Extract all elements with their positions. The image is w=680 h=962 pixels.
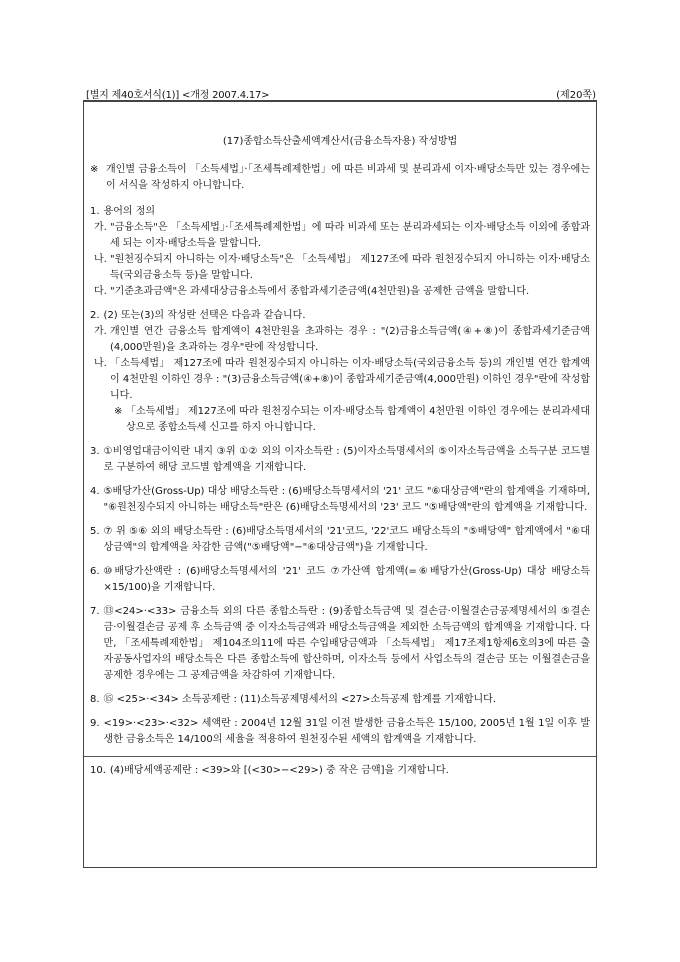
section-text: (2) 또는(3)의 작성란 선택은 다음과 같습니다. xyxy=(103,310,306,321)
section-number: 10. xyxy=(90,765,106,776)
form-number: [별지 제40호서식(1)] <개정 2007.4.17> xyxy=(86,90,270,101)
section-10 xyxy=(90,763,590,779)
section-item xyxy=(90,220,590,252)
section-note xyxy=(90,404,590,436)
section-6 xyxy=(90,564,590,596)
section-4 xyxy=(90,484,590,516)
section-number: 3. xyxy=(90,446,100,457)
item-number: 가. xyxy=(94,222,107,233)
item-text: 「소득세법」 제127조에 따라 원천징수되지 아니하는 이자·배당소득(국외금융소득 등)의 개인별 연간 합계액이 4천만원 이하인 경우 : "(3)금융소득금액(④+⑧)이 종합과세기준금액(4,000만원) 이하인 경우"란에 작성합니다. xyxy=(110,358,591,401)
divider xyxy=(84,756,596,757)
section-9 xyxy=(90,716,590,748)
item-number: 가. xyxy=(94,326,107,337)
item-text: "금융소득"은 「소득세법」·「조세특례제한법」에 따라 비과세 또는 분리과세되는 이자·배당소득 이외에 종합과세 되는 이자·배당소득을 말합니다. xyxy=(110,222,590,249)
document-content xyxy=(90,162,590,787)
item-number: 다. xyxy=(94,286,107,297)
section-item xyxy=(90,252,590,284)
section-text: ①비영업대금이익란 내지 ③위 ①② 외의 이자소득란 : (5)이자소득명세서의 ⑤이자소득금액을 소득구분 코드별로 구분하여 해당 코드별 합계액을 기재합니다. xyxy=(103,446,590,473)
section-text: 용어의 정의 xyxy=(103,206,156,217)
page-number: (제20쪽) xyxy=(556,90,596,101)
section-5 xyxy=(90,524,590,556)
section-7 xyxy=(90,604,590,684)
section-2 xyxy=(90,308,590,436)
section-number: 9. xyxy=(90,718,100,729)
section-item xyxy=(90,284,590,300)
section-number: 1. xyxy=(90,206,100,217)
section-text: (4)배당세액공제란 : <39>와 [(<30>−<29>) 중 작은 금액]을 기재합니다. xyxy=(109,765,449,776)
item-number: 나. xyxy=(94,358,107,369)
notice-mark: ※ xyxy=(90,164,99,175)
item-text: 개인별 연간 금융소득 합계액이 4천만원을 초과하는 경우 : "(2)금융소득금액(④+⑧)이 종합과세기준금액(4,000만원)을 초과하는 경우"란에 작성합니다. xyxy=(110,326,590,353)
section-8 xyxy=(90,692,590,708)
section-text: ⑤배당가산(Gross-Up) 대상 배당소득란 : (6)배당소득명세서의 '21' 코드 "⑥대상금액"란의 합계액을 기재하며, "⑥원천징수되지 아니하는 배당소득"란은 (6)배당소득명세서의 '23' 코드 "⑤배당액"란의 합계액을 기재합니다. xyxy=(103,486,590,513)
section-text: ⑮ <25>·<34> 소득공제란 : (11)소득공제명세서의 <27>소득공제 합계를 기재합니다. xyxy=(103,694,496,705)
section-3 xyxy=(90,444,590,476)
section-text: ⑬<24>·<33> 금융소득 외의 다른 종합소득란 : (9)종합소득금액 및 결손금·이월결손금공제명세서의 ⑤결손금·이월결손금 공제 후 소득금액 중 이자소득금액과 배당소득금액을 제외한 소득금액의 합계액을 기재합니다. 다만, 「조세특례제한법」 제104조의11에 따른 수입배당금액과 「소득세법」 제17조제1항제6호의3에 따른 출자공동사업자의 배당소득은 다른 종합소득에 합산하며, 이자소득 등에서 사업소득의 결손금 또는 이월결손금을 공제한 경우에는 그 공제금액을 차감하여 기재합니다. xyxy=(103,606,590,681)
section-number: 8. xyxy=(90,694,100,705)
general-notice xyxy=(90,162,590,194)
notice-text: 개인별 금융소득이 「소득세법」·「조세특례제한법」에 따른 비과세 및 분리과세 이자·배당소득만 있는 경우에는 이 서식을 작성하지 아니합니다. xyxy=(106,164,590,191)
section-number: 6. xyxy=(90,566,100,577)
section-number: 5. xyxy=(90,526,100,537)
section-text: <19>·<23>·<32> 세액란 : 2004년 12월 31일 이전 발생한 금융소득은 15/100, 2005년 1월 1일 이후 발생한 금융소득은 14/100의 세율을 적용하여 원천징수된 세액의 합계액을 기재합니다. xyxy=(103,718,590,745)
section-text: ⑦ 위 ⑤⑥ 외의 배당소득란 : (6)배당소득명세서의 '21'코드, '22'코드 배당소득의 "⑤배당액" 합계액에서 "⑥대상금액"의 합계액을 차감한 금액("⑤배당액"−"⑥대상금액")을 기재합니다. xyxy=(103,526,590,553)
item-number: 나. xyxy=(94,254,107,265)
item-text: "기준초과금액"은 과세대상금융소득에서 종합과세기준금액(4천만원)을 공제한 금액을 말합니다. xyxy=(110,286,530,297)
note-mark: ※ xyxy=(114,406,123,417)
section-item xyxy=(90,356,590,404)
section-number: 7. xyxy=(90,606,100,617)
document-frame xyxy=(83,100,597,868)
note-text: 「소득세법」 제127조에 따라 원천징수되는 이자·배당소득 합계액이 4천만원 이하인 경우에는 분리과세대상으로 종합소득세 신고를 하지 아니합니다. xyxy=(126,406,590,433)
document-title: (17)종합소득산출세액계산서(금융소득자용) 작성방법 xyxy=(222,136,458,147)
section-item xyxy=(90,324,590,356)
section-number: 4. xyxy=(90,486,100,497)
section-1 xyxy=(90,204,590,300)
section-text: ⑩배당가산액란 : (6)배당소득명세서의 '21' 코드 ⑦가산액 합계액(=⑥배당가산(Gross-Up) 대상 배당소득×15/100)을 기재합니다. xyxy=(103,566,590,593)
section-number: 2. xyxy=(90,310,100,321)
item-text: "원천징수되지 아니하는 이자·배당소득"은 「소득세법」 제127조에 따라 원천징수되지 아니하는 이자·배당소득(국외금융소득 등)을 말합니다. xyxy=(110,254,590,281)
